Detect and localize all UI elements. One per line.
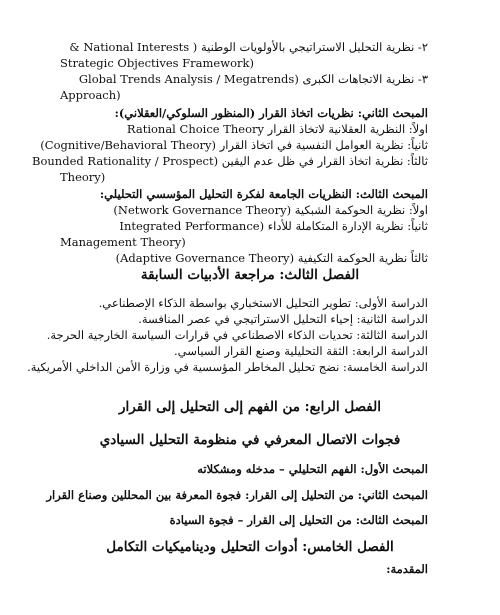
study-2: الدراسة الثانية: إحياء التحليل الاستراتيجي في عصر المنافسة. <box>138 312 428 326</box>
topic-3-item-2-continuation: Management Theory) <box>60 235 186 249</box>
chapter-4-title: الفصل الرابع: من الفهم إلى التحليل إلى القرار <box>119 399 381 415</box>
study-1: الدراسة الأولى: تطوير التحليل الاستخباري بواسطة الذكاء الإصطناعي. <box>98 296 428 310</box>
list-item-3: ٣- نظرية الاتجاهات الكبرى (Global Trends Analysis / Megatrends <box>78 72 428 86</box>
chapter-4-subtitle: فجوات الاتصال المعرفي في منظومة التحليل السيادي <box>99 432 401 448</box>
chapter-4-topic-2: المبحث الثاني: من التحليل إلى القرار: فجوة المعرفة بين المحللين وصناع القرار <box>46 488 428 502</box>
chapter-5-title: الفصل الخامس: أدوات التحليل وديناميكيات التكامل <box>106 539 394 555</box>
list-item-2-continuation: Strategic Objectives Framework) <box>60 56 254 70</box>
list-item-3-continuation: Approach) <box>60 88 121 102</box>
topic-2-item-3-continuation: Theory) <box>60 170 106 184</box>
topic-3-heading: المبحث الثالث: النظريات الجامعة لفكرة التحليل المؤسسي التحليلي: <box>99 187 428 201</box>
chapter-3-title: الفصل الثالث: مراجعة الأدبيات السابقة <box>140 267 360 283</box>
study-4: الدراسة الرابعة: الثقة التحليلية وصنع القرار السياسي. <box>173 344 428 358</box>
study-5: الدراسة الخامسة: نضج تحليل المخاطر المؤسسية في وزارة الأمن الداخلي الأمريكية. <box>27 360 428 374</box>
topic-3-item-1: اولاً: نظرية الحوكمة الشبكية (Network Governance Theory) <box>113 203 428 217</box>
topic-3-item-2: ثانياً: نظرية الإدارة المتكاملة للأداء (Integrated Performance <box>119 219 428 233</box>
topic-2-item-2: ثانياً: نظرية العوامل النفسية في اتخاذ القرار (Cognitive/Behavioral Theory) <box>40 138 428 152</box>
list-item-2: ٢- نظرية التحليل الاستراتيجي بالأولويات الوطنية ( National Interests & <box>69 40 428 54</box>
topic-2-heading: المبحث الثاني: نظريات اتخاذ القرار (المنظور السلوكي/العقلاني): <box>114 106 428 120</box>
study-3: الدراسة الثالثة: تحديات الذكاء الاصطناعي في قرارات السياسة الخارجية الحرجة. <box>46 328 428 342</box>
topic-3-item-3: ثالثاً نظرية الحوكمة التكيفية (Adaptive Governance Theory) <box>115 251 428 265</box>
chapter-4-topic-1: المبحث الأول: الفهم التحليلي – مدخله ومشكلاته <box>197 462 428 476</box>
topic-2-item-3: ثالثاً: نظرية اتخاذ القرار في ظل عدم اليقين (Bounded Rationality / Prospect <box>32 154 428 168</box>
chapter-4-topic-3: المبحث الثالث: من التحليل إلى القرار – فجوة السيادة <box>169 513 428 527</box>
topic-2-item-1: اولاً: النظرية العقلانية لاتخاذ القرار Rational Choice Theory <box>126 122 428 136</box>
introduction-heading: المقدمة: <box>386 562 428 576</box>
